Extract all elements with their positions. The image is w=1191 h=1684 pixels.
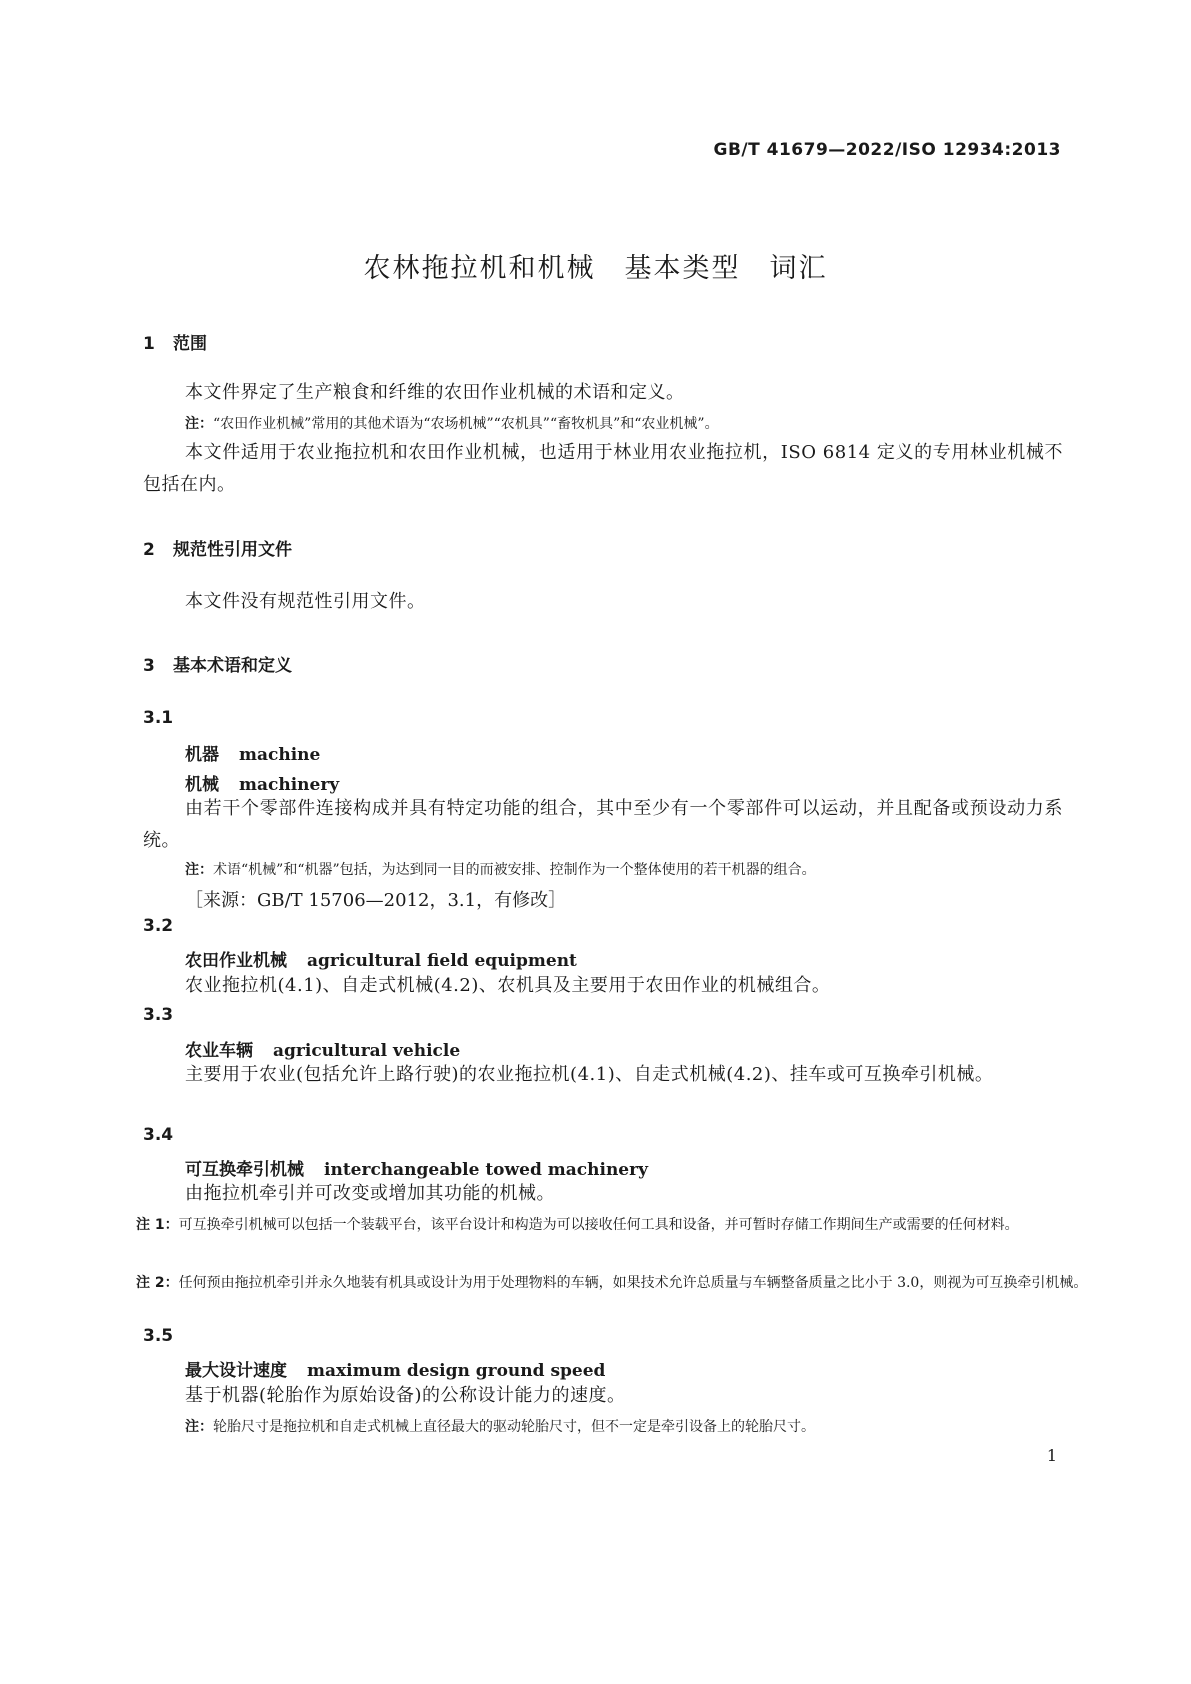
term-entry: [143, 946, 1105, 971]
term-definition: 由若干个零部件连接构成并具有特定功能的组合，其中至少有一个零部件可以运动，并且配备或预设动力系统。: [143, 798, 1063, 851]
term-entry: [143, 740, 1105, 765]
page-number: 1: [1046, 1446, 1057, 1465]
term-english: machine: [239, 745, 321, 765]
section-title: 基本术语和定义: [173, 656, 292, 676]
term-number: 3.1: [143, 708, 174, 728]
term-number: 3.2: [143, 916, 174, 936]
section-number: 1: [143, 334, 155, 354]
section-1-paragraph-1: 本文件界定了生产粮食和纤维的农田作业机械的术语和定义。: [185, 382, 685, 403]
term-note-1: [0, 1210, 1191, 1241]
term-english: agricultural vehicle: [273, 1041, 461, 1061]
document-title: 农林拖拉机和机械 基本类型 词汇: [363, 253, 828, 284]
term-chinese: 机器: [185, 745, 219, 765]
section-title: 范围: [173, 334, 207, 354]
note-label: 注：: [185, 862, 213, 878]
term-definition: 农业拖拉机(4.1)、自走式机械(4.2)、农机具及主要用于农田作业的机械组合。: [185, 975, 831, 996]
note-text: “农田作业机械”常用的其他术语为“农场机械”“农机具”“畜牧机具”和“农业机械”。: [213, 416, 719, 432]
term-note: [143, 859, 1105, 881]
term-entry: [143, 1155, 1105, 1180]
note-text: 术语“机械”和“机器”包括，为达到同一目的而被安排、控制作为一个整体使用的若干机器的组合。: [213, 862, 816, 878]
term-note-2: [0, 1268, 1191, 1299]
section-1-heading: [143, 329, 1063, 354]
term-english: agricultural field equipment: [307, 951, 577, 971]
term-chinese: 农业车辆: [185, 1041, 253, 1061]
section-2-paragraph: 本文件没有规范性引用文件。: [185, 591, 426, 612]
term-note: [143, 1416, 1105, 1438]
note-label: 注：: [185, 1419, 213, 1435]
note-text: 任何预由拖拉机牵引并永久地装有机具或设计为用于处理物料的车辆，如果技术允许总质量与车辆整备质量之比小于 3.0，则视为可互换牵引机械。: [178, 1275, 1088, 1291]
term-english: maximum design ground speed: [307, 1361, 606, 1381]
term-entry: [143, 1036, 1105, 1061]
term-chinese: 可互换牵引机械: [185, 1160, 304, 1180]
section-1-note: [143, 413, 1105, 435]
term-chinese: 机械: [185, 775, 219, 795]
term-chinese: 最大设计速度: [185, 1361, 287, 1381]
term-number: 3.5: [143, 1326, 174, 1346]
note-text: 轮胎尺寸是拖拉机和自走式机械上直径最大的驱动轮胎尺寸，但不一定是牵引设备上的轮胎尺寸。: [213, 1419, 815, 1435]
section-3-heading: [143, 651, 1063, 676]
term-chinese: 农田作业机械: [185, 951, 287, 971]
section-number: 2: [143, 540, 155, 560]
section-number: 3: [143, 656, 155, 676]
note-text: 可互换牵引机械可以包括一个装载平台，该平台设计和构造为可以接收任何工具和设备，并可暂时存储工作期间生产或需要的任何材料。: [178, 1217, 1019, 1233]
term-english: machinery: [239, 775, 340, 795]
term-source: ［来源：GB/T 15706—2012，3.1，有修改］: [185, 890, 567, 911]
term-definition: 主要用于农业(包括允许上路行驶)的农业拖拉机(4.1)、自走式机械(4.2)、挂车或可互换牵引机械。: [185, 1064, 994, 1085]
term-number: 3.4: [143, 1125, 174, 1145]
term-definition: 基于机器(轮胎作为原始设备)的公称设计能力的速度。: [185, 1385, 626, 1406]
term-number: 3.3: [143, 1005, 174, 1025]
term-entry: [143, 770, 1105, 795]
note-label: 注 1：: [136, 1217, 179, 1233]
section-1-paragraph-2: 本文件适用于农业拖拉机和农田作业机械，也适用于林业用农业拖拉机，ISO 6814 定义的专用林业机械不包括在内。: [143, 442, 1063, 495]
note-label: 注：: [185, 416, 213, 432]
term-definition: 由拖拉机牵引并可改变或增加其功能的机械。: [185, 1183, 555, 1204]
section-title: 规范性引用文件: [173, 540, 292, 560]
section-2-heading: [143, 535, 1063, 560]
term-entry: [143, 1356, 1105, 1381]
standard-number: GB/T 41679—2022/ISO 12934:2013: [713, 140, 1061, 160]
note-label: 注 2：: [136, 1275, 179, 1291]
term-english: interchangeable towed machinery: [324, 1160, 648, 1180]
